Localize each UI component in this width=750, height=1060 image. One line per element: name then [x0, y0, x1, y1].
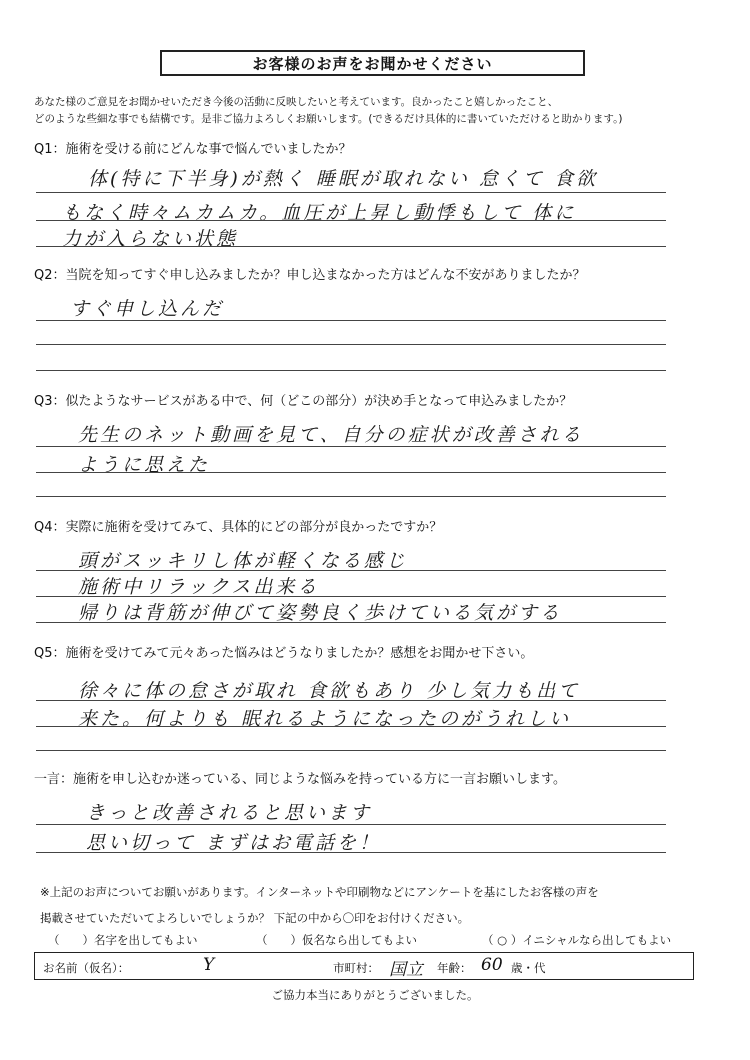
answer-1-line-3: 力が入らない状態: [62, 228, 239, 250]
name-value[interactable]: Y: [203, 955, 215, 975]
choice-mark: （ ）: [48, 933, 94, 947]
answer-line: [36, 192, 666, 193]
answer-line: [36, 750, 666, 751]
answer-5-line-1: 徐々に体の怠さが取れ 食欲もあり 少し気力も出て: [78, 680, 581, 702]
answer-4-line-1: 頭がスッキリし体が軽くなる感じ: [78, 550, 408, 572]
answer-line: [36, 824, 666, 825]
question-1: Q1：施術を受ける前にどんな事で悩んでいましたか？: [34, 142, 352, 157]
answer-line: [36, 344, 666, 345]
age-suffix: 歳・代: [511, 961, 546, 975]
respondent-info-box: [34, 952, 694, 980]
answer-4-line-2: 施術中リラックス出来る: [78, 576, 320, 598]
thanks-message: ご協力本当にありがとうございました。: [271, 988, 479, 1002]
answer-6-line-1: きっと改善されると思います: [86, 802, 373, 824]
answer-line: [36, 596, 666, 597]
intro-line-2: どのような些細な事でも結構です。是非ご協力よろしくお願いします。(できるだけ具体的に書いていただけると助かります。): [34, 113, 623, 125]
answer-3-line-2: ように思えた: [78, 454, 211, 476]
answer-line: [36, 370, 666, 371]
question-2: Q2：当院を知ってすぐ申し込みましたか？申し込まなかった方はどんな不安がありましたか？: [34, 268, 586, 283]
answer-line: [36, 570, 666, 571]
question-3: Q3：似たようなサービスがある中で、何（どこの部分）が決め手となって申込みましたか？: [34, 394, 573, 409]
age-value[interactable]: 60: [481, 955, 503, 975]
answer-1-line-1: 体(特に下半身)が熱く 睡眠が取れない 怠くて 食欲: [88, 168, 598, 190]
choice-surname[interactable]: [48, 932, 198, 948]
choice-mark: （ ）: [256, 933, 302, 947]
answer-6-line-2: 思い切って まずはお電話を！: [86, 832, 382, 854]
answer-line: [36, 320, 666, 321]
choice-initials[interactable]: [482, 932, 671, 948]
name-label: お名前（仮名）：: [43, 961, 130, 975]
answer-line: [36, 726, 666, 727]
choice-label: イニシャルなら出してもよい: [522, 933, 672, 947]
choice-pseudonym[interactable]: [256, 932, 417, 948]
answer-3-line-1: 先生のネット動画を見て、自分の症状が改善される: [78, 424, 584, 446]
answer-line: [36, 472, 666, 473]
answer-line: [36, 622, 666, 623]
page-title: お客様のお声をお聞かせください: [160, 50, 585, 76]
answer-line: [36, 700, 666, 701]
answer-line: [36, 220, 666, 221]
intro-text: [34, 94, 724, 128]
age-label: 年齢：: [437, 961, 472, 975]
city-label: 市町村：: [333, 961, 379, 975]
answer-line: [36, 852, 666, 853]
choice-label: 仮名なら出してもよい: [302, 933, 417, 947]
answer-5-line-2: 来た。何よりも 眠れるようになったのがうれしい: [78, 708, 572, 730]
answer-4-line-3: 帰りは背筋が伸びて姿勢良く歩けている気がする: [78, 602, 563, 624]
answer-line: [36, 446, 666, 447]
question-5: Q5：施術を受けてみて元々あった悩みはどうなりましたか？感想をお聞かせ下さい。: [34, 646, 534, 661]
answer-line: [36, 496, 666, 497]
intro-line-1: あなた様のご意見をお聞かせいただき今後の活動に反映したいと考えています。良かったこと嬉しかったこと、: [34, 96, 559, 108]
question-hitokoto: 一言：施術を申し込むか迷っている、同じような悩みを持っている方に一言お願いします。: [34, 772, 566, 787]
choice-mark-selected: （ ○ ）: [482, 933, 523, 947]
answer-line: [36, 246, 666, 247]
answer-2-line-1: すぐ申し込んだ: [70, 298, 225, 320]
city-value[interactable]: 国立: [389, 960, 423, 980]
publication-notice-line-2: 掲載させていただいてよろしいでしょうか？ 下記の中から〇印をお付けください。: [40, 911, 470, 925]
question-4: Q4：実際に施術を受けてみて、具体的にどの部分が良かったですか？: [34, 520, 443, 535]
publication-notice-line-1: ※上記のお声についてお願いがあります。インターネットや印刷物などにアンケートを基にしたお客様の声を: [40, 885, 599, 899]
answer-1-line-2: もなく時々ムカムカ。血圧が上昇し動悸もして 体に: [62, 202, 577, 224]
choice-label: 名字を出してもよい: [94, 933, 198, 947]
